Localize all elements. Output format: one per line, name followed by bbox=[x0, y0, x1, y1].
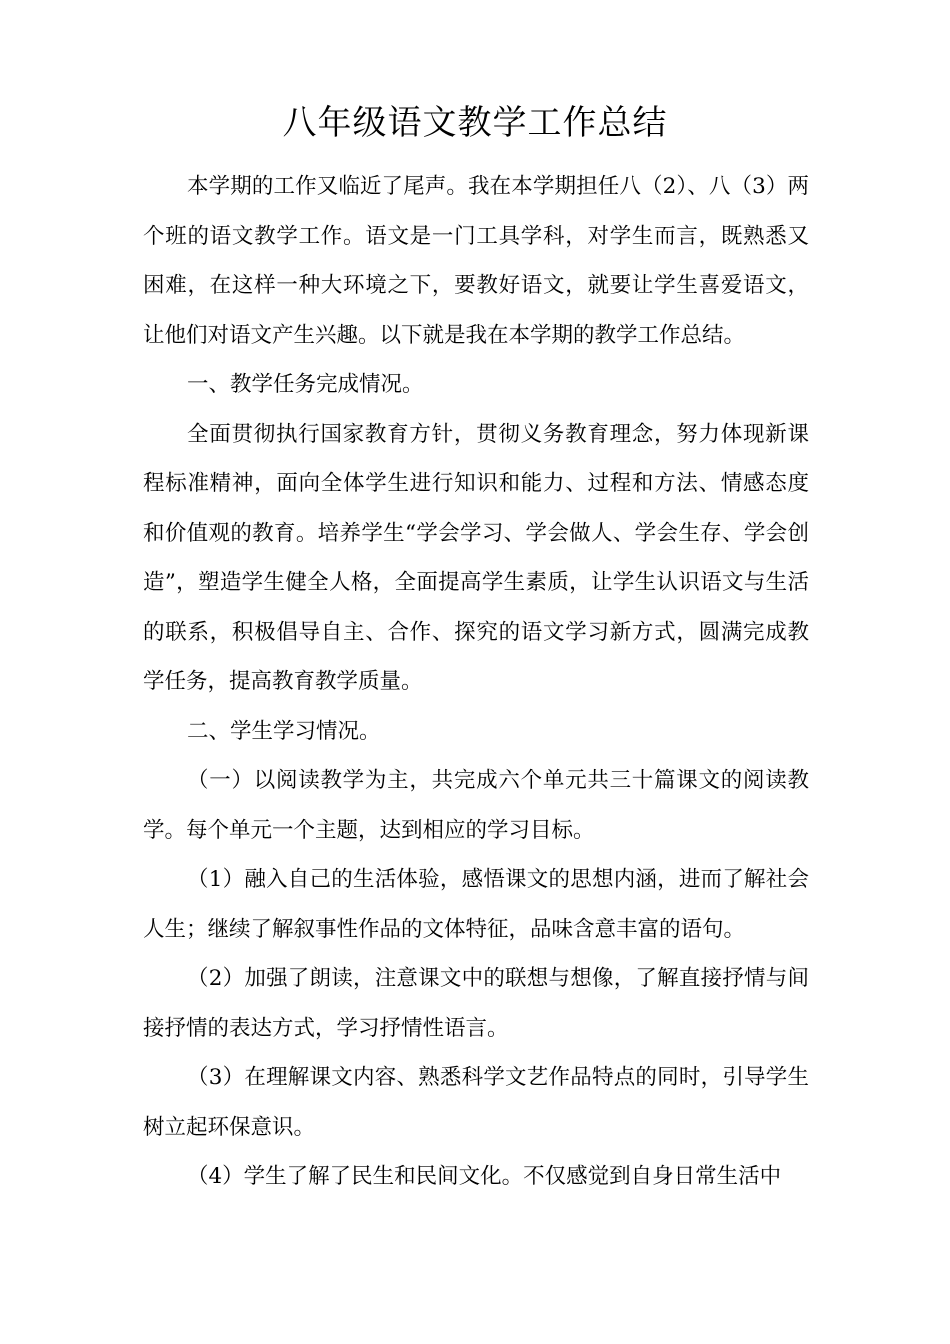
section-heading-1: 一、教学任务完成情况。 bbox=[187, 372, 424, 397]
document-body bbox=[143, 162, 809, 1202]
paragraph-task-completion: 全面贯彻执行国家教育方针，贯彻义务教育理念，努力体现新课程标准精神，面向全体学生进行知识和能力、过程和方法、情感态度和价值观的教育。培养学生“学会学习、学会做人、学会生存、学会创造”，塑造学生健全人格，全面提高学生素质，让学生认识语文与生活的联系，积极倡导自主、合作、探究的语文学习新方式，圆满完成教学任务，提高教育教学质量。 bbox=[143, 421, 809, 694]
paragraph-reading-teaching: （一）以阅读教学为主，共完成六个单元共三十篇课文的阅读教学。每个单元一个主题，达到相应的学习目标。 bbox=[143, 768, 809, 843]
list-item-2: （2）加强了朗读，注意课文中的联想与想像，了解直接抒情与间接抒情的表达方式，学习抒情性语言。 bbox=[143, 966, 809, 1041]
document-title: 八年级语文教学工作总结 bbox=[282, 103, 668, 143]
paragraph-intro: 本学期的工作又临近了尾声。我在本学期担任八（2）、八（3）两个班的语文教学工作。语文是一门工具学科，对学生而言，既熟悉又困难，在这样一种大环境之下，要教好语文，就要让学生喜爱语文，让他们对语文产生兴趣。以下就是我在本学期的教学工作总结。 bbox=[143, 174, 809, 348]
list-item-3: （3）在理解课文内容、熟悉科学文艺作品特点的同时，引导学生树立起环保意识。 bbox=[143, 1065, 809, 1140]
list-item-1: （1）融入自己的生活体验，感悟课文的思想内涵，进而了解社会人生；继续了解叙事性作品的文体特征，品味含意丰富的语句。 bbox=[143, 867, 809, 942]
list-item-4: （4）学生了解了民生和民间文化。不仅感觉到自身日常生活中 bbox=[187, 1164, 782, 1189]
section-heading-2: 二、学生学习情况。 bbox=[187, 718, 381, 744]
